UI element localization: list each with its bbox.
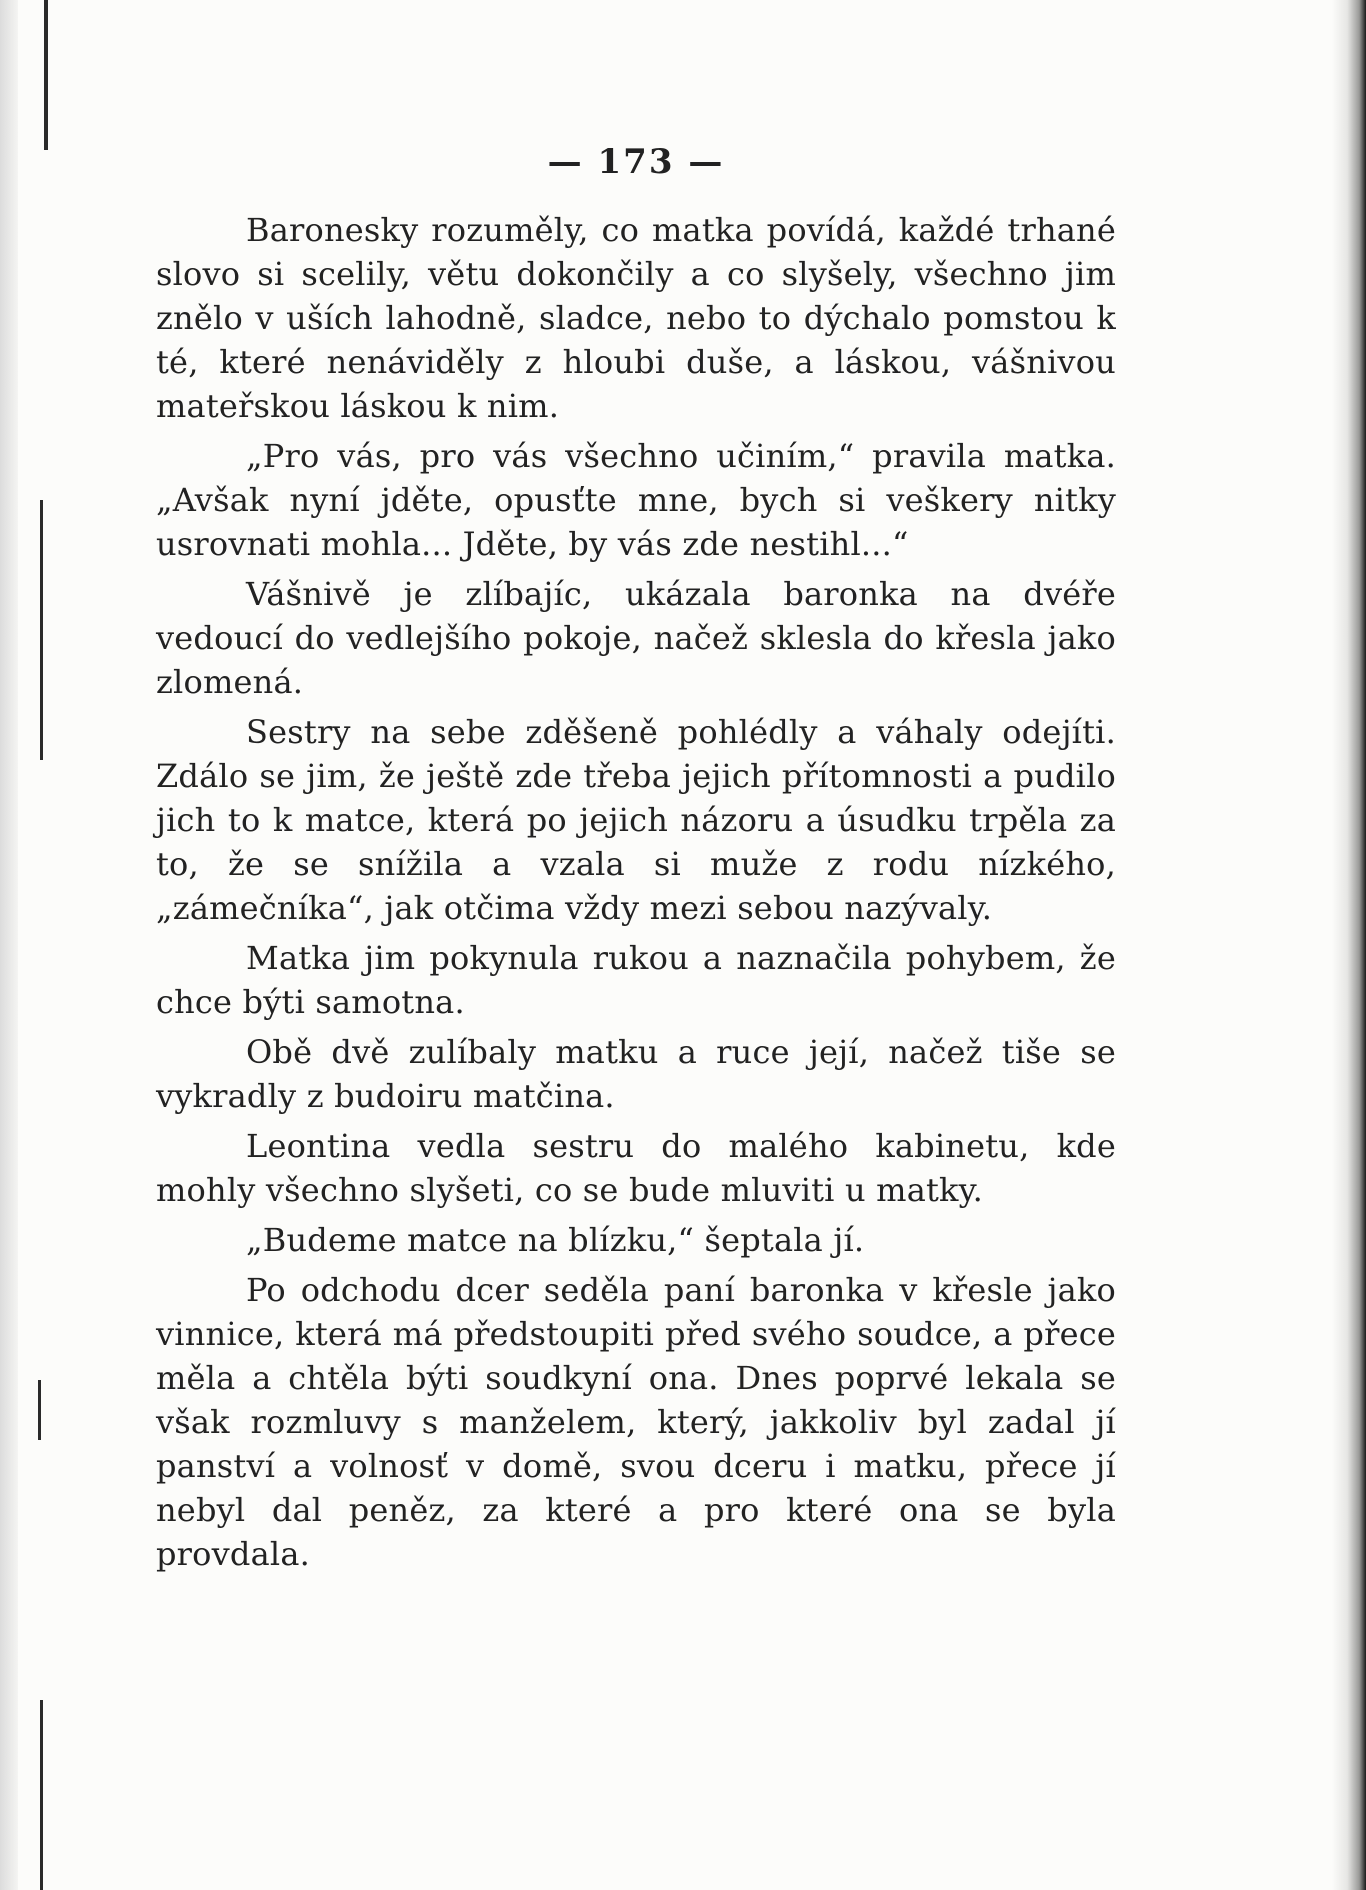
page-text — [156, 140, 1116, 1582]
paragraph: Vášnivě je zlíbajíc, ukázala baronka na dvéře vedoucí do vedlejšího pokoje, načež sklesla do křesla jako zlomená. — [156, 575, 1116, 701]
binding-mark — [38, 1380, 41, 1440]
paragraph: Sestry na sebe zděšeně pohlédly a váhaly odejíti. Zdálo se jim, že ještě zde třeba jejich přítomnosti a pudilo jich to k matce, která po jejich názoru a úsudku trpěla za to, že se snížila a vzala si muže z rodu nízkého, „zámečníka“, jak otčima vždy mezi sebou nazývaly. — [156, 713, 1116, 927]
page-number: — 173 — — [547, 142, 725, 182]
paragraph: Baronesky rozuměly, co matka povídá, každé trhané slovo si scelily, větu dokončily a co slyšely, všechno jim znělo v uších lahodně, sladce, nebo to dýchalo pomstou k té, které nenáviděly z hloubi duše, a láskou, vášnivou mateřskou láskou k nim. — [156, 211, 1116, 425]
binding-edge — [0, 0, 18, 1890]
binding-mark — [40, 500, 43, 760]
paragraph: „Budeme matce na blízku,“ šeptala jí. — [246, 1221, 865, 1259]
binding-mark — [44, 0, 48, 150]
binding-mark — [40, 1700, 43, 1890]
paragraph: Obě dvě zulíbaly matku a ruce její, načež tiše se vykradly z budoiru matčina. — [156, 1033, 1116, 1115]
paragraph: Matka jim pokynula rukou a naznačila pohybem, že chce býti samotna. — [156, 939, 1116, 1021]
paragraph: „Pro vás, pro vás všechno učiním,“ pravila matka. „Avšak nyní jděte, opusťte mne, bych si veškery nitky usrovnati mohla... Jděte, by vás zde nestihl...“ — [156, 437, 1116, 563]
page-edge-shadow — [1332, 0, 1366, 1890]
paragraph: Leontina vedla sestru do malého kabinetu, kde mohly všechno slyšeti, co se bude mluviti u matky. — [156, 1127, 1116, 1209]
paragraph: Po odchodu dcer seděla paní baronka v křesle jako vinnice, která má předstoupiti před svého soudce, a přece měla a chtěla býti soudkyní ona. Dnes poprvé lekala se však rozmluvy s manželem, který, jakkoliv byl zadal jí panství a volnosť v domě, svou dceru i matku, přece jí nebyl dal peněz, za které a pro které ona se byla provdala. — [156, 1271, 1116, 1573]
